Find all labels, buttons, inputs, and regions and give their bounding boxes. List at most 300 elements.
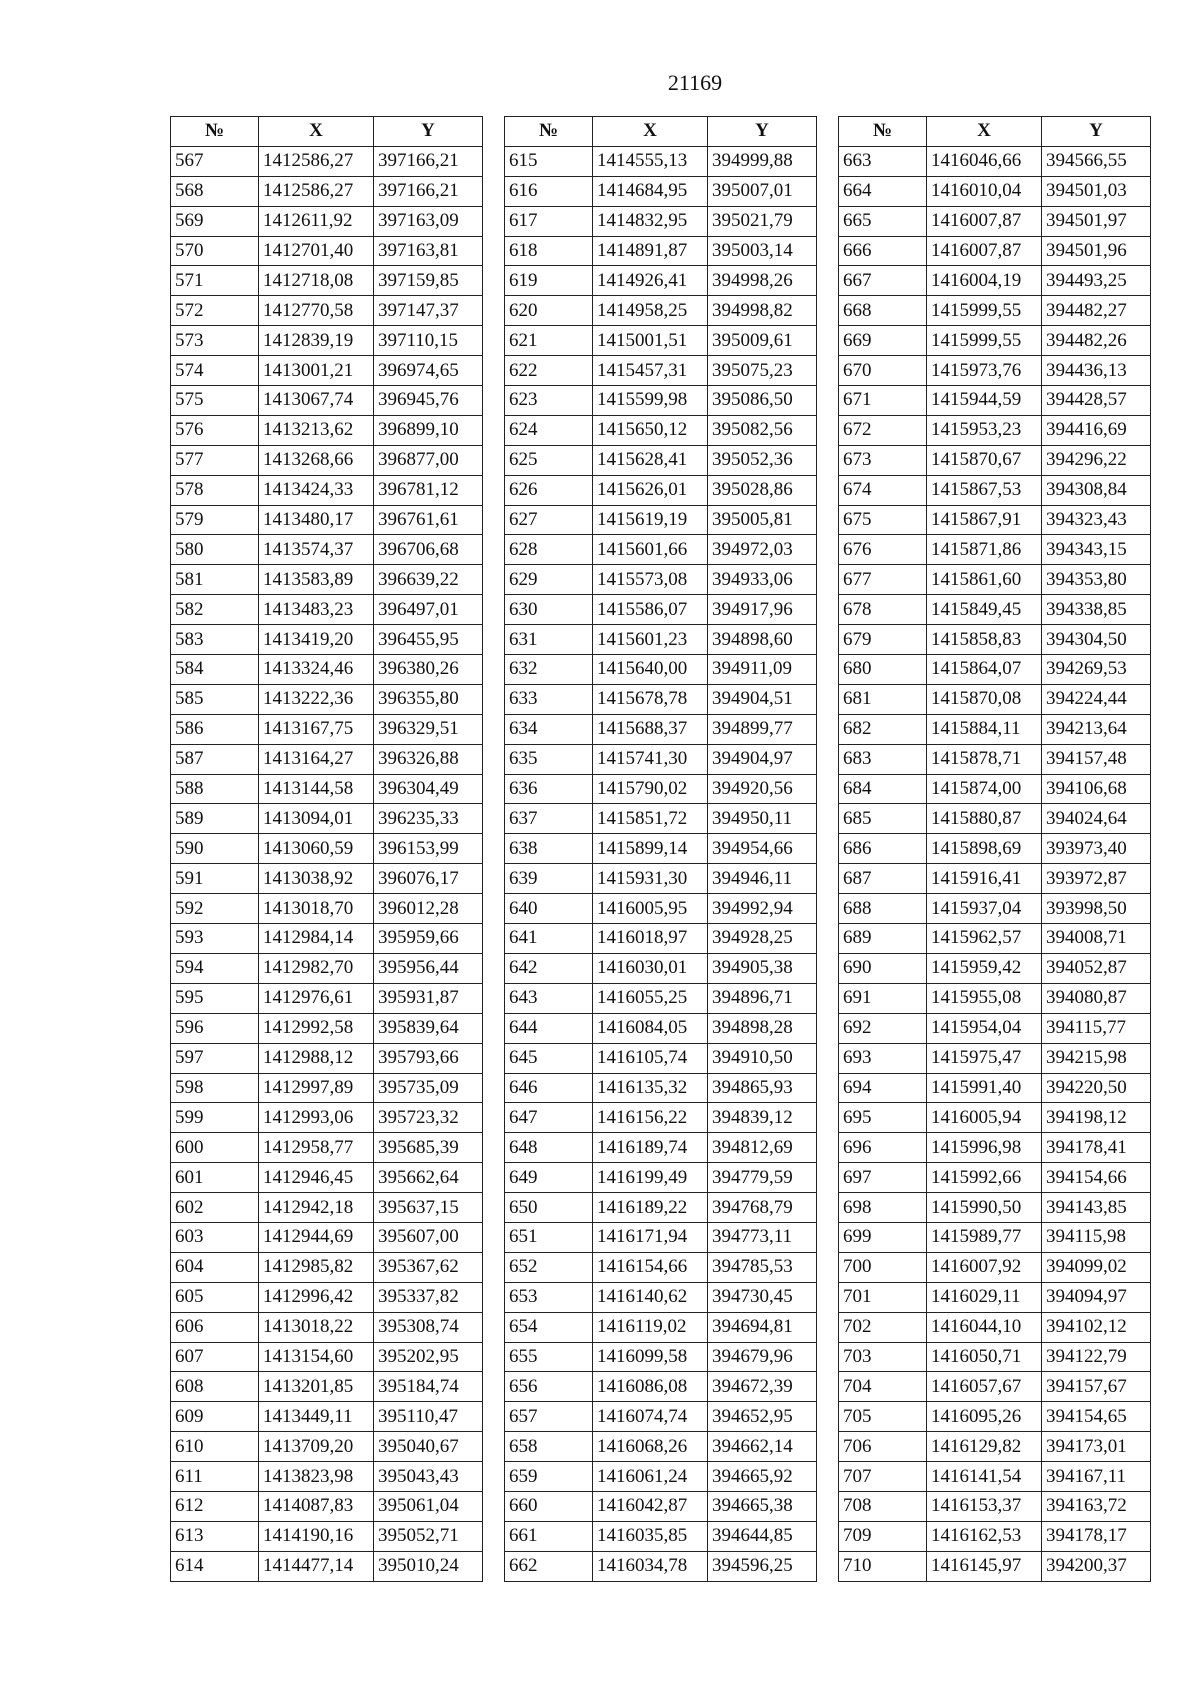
table-row [171,505,483,535]
y-coordinate-cell: 394157,67 [1042,1372,1151,1402]
table-row [505,774,817,804]
point-number-cell: 666 [839,236,927,266]
table-row [505,1491,817,1521]
point-number-cell: 658 [505,1432,593,1462]
y-coordinate-cell: 394099,02 [1042,1252,1151,1282]
x-coordinate-cell: 1415898,69 [927,834,1042,864]
x-coordinate-cell: 1412944,69 [259,1222,374,1252]
y-coordinate-cell: 396945,76 [374,386,483,416]
table-row [505,356,817,386]
point-number-cell: 642 [505,953,593,983]
x-coordinate-cell: 1412976,61 [259,983,374,1013]
x-coordinate-cell: 1416050,71 [927,1342,1042,1372]
header-number: № [839,117,927,147]
y-coordinate-cell: 394482,27 [1042,296,1151,326]
table-row [839,296,1151,326]
y-coordinate-cell: 396235,33 [374,804,483,834]
table-row [505,176,817,206]
point-number-cell: 588 [171,774,259,804]
y-coordinate-cell: 394694,81 [708,1312,817,1342]
point-number-cell: 582 [171,595,259,625]
x-coordinate-cell: 1412996,42 [259,1282,374,1312]
point-number-cell: 593 [171,924,259,954]
table-row [839,326,1151,356]
x-coordinate-cell: 1416007,87 [927,206,1042,236]
x-coordinate-cell: 1415870,67 [927,445,1042,475]
table-row [505,475,817,505]
point-number-cell: 624 [505,415,593,445]
y-coordinate-cell: 394896,71 [708,983,817,1013]
y-coordinate-cell: 394998,82 [708,296,817,326]
table-row [505,1193,817,1223]
x-coordinate-cell: 1413018,70 [259,894,374,924]
table-row [171,565,483,595]
point-number-cell: 569 [171,206,259,236]
x-coordinate-cell: 1412701,40 [259,236,374,266]
y-coordinate-cell: 397163,09 [374,206,483,236]
table-row [171,1222,483,1252]
x-coordinate-cell: 1415975,47 [927,1043,1042,1073]
y-coordinate-cell: 394173,01 [1042,1432,1151,1462]
y-coordinate-cell: 394910,50 [708,1043,817,1073]
table-row [505,1551,817,1581]
table-row [171,655,483,685]
x-coordinate-cell: 1415688,37 [593,714,708,744]
table-row [505,1013,817,1043]
y-coordinate-cell: 394911,09 [708,655,817,685]
point-number-cell: 647 [505,1103,593,1133]
x-coordinate-cell: 1415586,07 [593,595,708,625]
x-coordinate-cell: 1412611,92 [259,206,374,236]
y-coordinate-cell: 394904,97 [708,744,817,774]
x-coordinate-cell: 1414555,13 [593,146,708,176]
table-row [839,1103,1151,1133]
point-number-cell: 655 [505,1342,593,1372]
table-row [171,1103,483,1133]
point-number-cell: 628 [505,535,593,565]
table-row [505,415,817,445]
point-number-cell: 660 [505,1491,593,1521]
x-coordinate-cell: 1414684,95 [593,176,708,206]
table-row [505,1163,817,1193]
table-row [839,565,1151,595]
point-number-cell: 702 [839,1312,927,1342]
table-row [505,1103,817,1133]
x-coordinate-cell: 1414190,16 [259,1521,374,1551]
point-number-cell: 651 [505,1222,593,1252]
table-row [171,1372,483,1402]
x-coordinate-cell: 1415864,07 [927,655,1042,685]
table-row [839,924,1151,954]
table-row [171,415,483,445]
y-coordinate-cell: 394665,38 [708,1491,817,1521]
table-row [171,1491,483,1521]
point-number-cell: 684 [839,774,927,804]
point-number-cell: 668 [839,296,927,326]
y-coordinate-cell: 396639,22 [374,565,483,595]
y-coordinate-cell: 396781,12 [374,475,483,505]
point-number-cell: 609 [171,1402,259,1432]
x-coordinate-cell: 1415573,08 [593,565,708,595]
table-row [839,505,1151,535]
y-coordinate-cell: 394672,39 [708,1372,817,1402]
table-row [505,655,817,685]
x-coordinate-cell: 1413164,27 [259,744,374,774]
point-number-cell: 698 [839,1193,927,1223]
point-number-cell: 632 [505,655,593,685]
point-number-cell: 577 [171,445,259,475]
y-coordinate-cell: 394662,14 [708,1432,817,1462]
x-coordinate-cell: 1415884,11 [927,714,1042,744]
x-coordinate-cell: 1416189,74 [593,1133,708,1163]
table-row [171,1073,483,1103]
y-coordinate-cell: 397110,15 [374,326,483,356]
header-x: X [593,117,708,147]
point-number-cell: 671 [839,386,927,416]
x-coordinate-cell: 1416007,92 [927,1252,1042,1282]
x-coordinate-cell: 1416007,87 [927,236,1042,266]
point-number-cell: 633 [505,684,593,714]
x-coordinate-cell: 1416034,78 [593,1551,708,1581]
point-number-cell: 669 [839,326,927,356]
y-coordinate-cell: 396761,61 [374,505,483,535]
point-number-cell: 602 [171,1193,259,1223]
point-number-cell: 638 [505,834,593,864]
table-row [171,1402,483,1432]
table-row [839,1402,1151,1432]
y-coordinate-cell: 394665,92 [708,1462,817,1492]
point-number-cell: 675 [839,505,927,535]
point-number-cell: 679 [839,625,927,655]
y-coordinate-cell: 394898,28 [708,1013,817,1043]
table-row [505,1043,817,1073]
point-number-cell: 606 [171,1312,259,1342]
point-number-cell: 705 [839,1402,927,1432]
point-number-cell: 685 [839,804,927,834]
point-number-cell: 665 [839,206,927,236]
table-row [171,1312,483,1342]
table-row [171,475,483,505]
point-number-cell: 645 [505,1043,593,1073]
point-number-cell: 673 [839,445,927,475]
table-row [505,924,817,954]
x-coordinate-cell: 1412586,27 [259,176,374,206]
x-coordinate-cell: 1412982,70 [259,953,374,983]
y-coordinate-cell: 395009,61 [708,326,817,356]
y-coordinate-cell: 396497,01 [374,595,483,625]
x-coordinate-cell: 1416035,85 [593,1521,708,1551]
x-coordinate-cell: 1414087,83 [259,1491,374,1521]
y-coordinate-cell: 395082,56 [708,415,817,445]
y-coordinate-cell: 394812,69 [708,1133,817,1163]
x-coordinate-cell: 1414477,14 [259,1551,374,1581]
x-coordinate-cell: 1415601,23 [593,625,708,655]
y-coordinate-cell: 394200,37 [1042,1551,1151,1581]
y-coordinate-cell: 395735,09 [374,1073,483,1103]
x-coordinate-cell: 1413449,11 [259,1402,374,1432]
header-number: № [505,117,593,147]
point-number-cell: 687 [839,864,927,894]
table-row [171,206,483,236]
table-row [505,864,817,894]
y-coordinate-cell: 395931,87 [374,983,483,1013]
y-coordinate-cell: 397166,21 [374,146,483,176]
point-number-cell: 626 [505,475,593,505]
y-coordinate-cell: 394596,25 [708,1551,817,1581]
x-coordinate-cell: 1416042,87 [593,1491,708,1521]
point-number-cell: 580 [171,535,259,565]
point-number-cell: 627 [505,505,593,535]
y-coordinate-cell: 394972,03 [708,535,817,565]
point-number-cell: 670 [839,356,927,386]
point-number-cell: 631 [505,625,593,655]
point-number-cell: 650 [505,1193,593,1223]
table-row [505,1402,817,1432]
x-coordinate-cell: 1413424,33 [259,475,374,505]
point-number-cell: 575 [171,386,259,416]
table-row [505,834,817,864]
y-coordinate-cell: 394122,79 [1042,1342,1151,1372]
point-number-cell: 661 [505,1521,593,1551]
x-coordinate-cell: 1415916,41 [927,864,1042,894]
x-coordinate-cell: 1416095,26 [927,1402,1042,1432]
y-coordinate-cell: 394768,79 [708,1193,817,1223]
x-coordinate-cell: 1412718,08 [259,266,374,296]
point-number-cell: 681 [839,684,927,714]
y-coordinate-cell: 393972,87 [1042,864,1151,894]
table-row [171,1551,483,1581]
point-number-cell: 706 [839,1432,927,1462]
point-number-cell: 574 [171,356,259,386]
point-number-cell: 643 [505,983,593,1013]
table-row [505,296,817,326]
x-coordinate-cell: 1413213,62 [259,415,374,445]
x-coordinate-cell: 1415851,72 [593,804,708,834]
y-coordinate-cell: 394785,53 [708,1252,817,1282]
y-coordinate-cell: 394416,69 [1042,415,1151,445]
x-coordinate-cell: 1415849,45 [927,595,1042,625]
point-number-cell: 600 [171,1133,259,1163]
point-number-cell: 701 [839,1282,927,1312]
point-number-cell: 603 [171,1222,259,1252]
point-number-cell: 583 [171,625,259,655]
y-coordinate-cell: 395061,04 [374,1491,483,1521]
x-coordinate-cell: 1412985,82 [259,1252,374,1282]
point-number-cell: 676 [839,535,927,565]
point-number-cell: 648 [505,1133,593,1163]
point-number-cell: 567 [171,146,259,176]
y-coordinate-cell: 393998,50 [1042,894,1151,924]
table-row [171,1043,483,1073]
y-coordinate-cell: 396153,99 [374,834,483,864]
x-coordinate-cell: 1415959,42 [927,953,1042,983]
x-coordinate-cell: 1415899,14 [593,834,708,864]
y-coordinate-cell: 396355,80 [374,684,483,714]
point-number-cell: 640 [505,894,593,924]
x-coordinate-cell: 1416010,04 [927,176,1042,206]
x-coordinate-cell: 1413018,22 [259,1312,374,1342]
x-coordinate-cell: 1416135,32 [593,1073,708,1103]
y-coordinate-cell: 395040,67 [374,1432,483,1462]
point-number-cell: 654 [505,1312,593,1342]
x-coordinate-cell: 1413038,92 [259,864,374,894]
point-number-cell: 646 [505,1073,593,1103]
table-header-row [171,117,483,147]
table-row [839,684,1151,714]
table-row [171,1342,483,1372]
table-row [839,625,1151,655]
point-number-cell: 610 [171,1432,259,1462]
table-row [505,1462,817,1492]
y-coordinate-cell: 394865,93 [708,1073,817,1103]
point-number-cell: 709 [839,1521,927,1551]
x-coordinate-cell: 1415870,08 [927,684,1042,714]
x-coordinate-cell: 1414891,87 [593,236,708,266]
y-coordinate-cell: 394323,43 [1042,505,1151,535]
table-row [171,595,483,625]
y-coordinate-cell: 396380,26 [374,655,483,685]
point-number-cell: 656 [505,1372,593,1402]
y-coordinate-cell: 394501,96 [1042,236,1151,266]
y-coordinate-cell: 394052,87 [1042,953,1151,983]
table-row [505,206,817,236]
point-number-cell: 699 [839,1222,927,1252]
y-coordinate-cell: 394198,12 [1042,1103,1151,1133]
y-coordinate-cell: 394304,50 [1042,625,1151,655]
table-row [839,1252,1151,1282]
point-number-cell: 614 [171,1551,259,1581]
x-coordinate-cell: 1415937,04 [927,894,1042,924]
y-coordinate-cell: 394178,17 [1042,1521,1151,1551]
y-coordinate-cell: 394008,71 [1042,924,1151,954]
point-number-cell: 592 [171,894,259,924]
x-coordinate-cell: 1414926,41 [593,266,708,296]
point-number-cell: 613 [171,1521,259,1551]
table-row [839,1432,1151,1462]
table-row [839,1372,1151,1402]
coordinate-table-3 [838,116,1151,1582]
header-y: Y [374,117,483,147]
table-row [171,535,483,565]
point-number-cell: 617 [505,206,593,236]
y-coordinate-cell: 395685,39 [374,1133,483,1163]
y-coordinate-cell: 395793,66 [374,1043,483,1073]
y-coordinate-cell: 396326,88 [374,744,483,774]
x-coordinate-cell: 1415944,59 [927,386,1042,416]
x-coordinate-cell: 1415953,23 [927,415,1042,445]
table-row [505,1282,817,1312]
y-coordinate-cell: 394779,59 [708,1163,817,1193]
x-coordinate-cell: 1416030,01 [593,953,708,983]
point-number-cell: 694 [839,1073,927,1103]
x-coordinate-cell: 1416074,74 [593,1402,708,1432]
coordinate-table-2 [504,116,817,1582]
y-coordinate-cell: 394080,87 [1042,983,1151,1013]
x-coordinate-cell: 1413094,01 [259,804,374,834]
y-coordinate-cell: 395110,47 [374,1402,483,1432]
table-row [171,326,483,356]
y-coordinate-cell: 395367,62 [374,1252,483,1282]
table-row [839,146,1151,176]
y-coordinate-cell: 394163,72 [1042,1491,1151,1521]
y-coordinate-cell: 396899,10 [374,415,483,445]
table-row [839,1222,1151,1252]
y-coordinate-cell: 394428,57 [1042,386,1151,416]
table-row [839,1133,1151,1163]
point-number-cell: 618 [505,236,593,266]
point-number-cell: 688 [839,894,927,924]
y-coordinate-cell: 396076,17 [374,864,483,894]
point-number-cell: 607 [171,1342,259,1372]
table-row [171,1432,483,1462]
y-coordinate-cell: 395021,79 [708,206,817,236]
point-number-cell: 611 [171,1462,259,1492]
x-coordinate-cell: 1416084,05 [593,1013,708,1043]
point-number-cell: 584 [171,655,259,685]
table-row [839,206,1151,236]
table-row [171,684,483,714]
y-coordinate-cell: 394115,77 [1042,1013,1151,1043]
point-number-cell: 591 [171,864,259,894]
y-coordinate-cell: 394920,56 [708,774,817,804]
y-coordinate-cell: 394269,53 [1042,655,1151,685]
table-row [171,804,483,834]
point-number-cell: 608 [171,1372,259,1402]
table-row [505,1252,817,1282]
point-number-cell: 704 [839,1372,927,1402]
table-row [171,1462,483,1492]
point-number-cell: 691 [839,983,927,1013]
table-row [505,1133,817,1163]
x-coordinate-cell: 1416057,67 [927,1372,1042,1402]
x-coordinate-cell: 1415001,51 [593,326,708,356]
x-coordinate-cell: 1415858,83 [927,625,1042,655]
y-coordinate-cell: 394992,94 [708,894,817,924]
point-number-cell: 576 [171,415,259,445]
point-number-cell: 710 [839,1551,927,1581]
table-row [171,714,483,744]
point-number-cell: 678 [839,595,927,625]
point-number-cell: 578 [171,475,259,505]
table-row [171,296,483,326]
x-coordinate-cell: 1415989,77 [927,1222,1042,1252]
point-number-cell: 590 [171,834,259,864]
y-coordinate-cell: 394644,85 [708,1521,817,1551]
x-coordinate-cell: 1415973,76 [927,356,1042,386]
table-row [839,415,1151,445]
x-coordinate-cell: 1413001,21 [259,356,374,386]
table-row [171,176,483,206]
x-coordinate-cell: 1414958,25 [593,296,708,326]
point-number-cell: 659 [505,1462,593,1492]
y-coordinate-cell: 395086,50 [708,386,817,416]
point-number-cell: 637 [505,804,593,834]
y-coordinate-cell: 394679,96 [708,1342,817,1372]
y-coordinate-cell: 394730,45 [708,1282,817,1312]
point-number-cell: 620 [505,296,593,326]
y-coordinate-cell: 397147,37 [374,296,483,326]
x-coordinate-cell: 1416068,26 [593,1432,708,1462]
point-number-cell: 663 [839,146,927,176]
table-row [171,1521,483,1551]
table-row [839,445,1151,475]
point-number-cell: 589 [171,804,259,834]
x-coordinate-cell: 1413268,66 [259,445,374,475]
point-number-cell: 664 [839,176,927,206]
coordinate-table-1 [170,116,483,1582]
x-coordinate-cell: 1415628,41 [593,445,708,475]
x-coordinate-cell: 1413324,46 [259,655,374,685]
